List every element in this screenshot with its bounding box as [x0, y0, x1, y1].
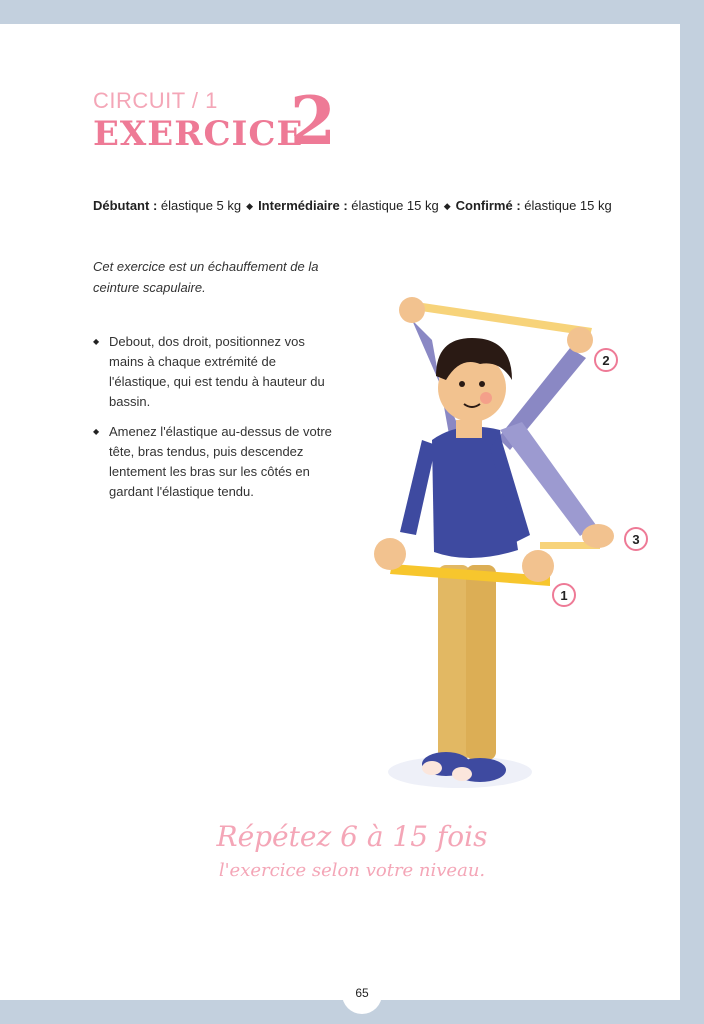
hand-up-left	[399, 297, 425, 323]
hand-front-left	[374, 538, 406, 570]
page-number: 65	[355, 986, 369, 1000]
level-intermediate-label: Intermédiaire :	[258, 198, 348, 213]
level-beginner-value: élastique 5 kg	[160, 198, 242, 213]
hand-side	[582, 524, 614, 548]
arm-left	[400, 440, 436, 535]
level-confirmed-label: Confirmé :	[455, 198, 521, 213]
level-line	[93, 198, 612, 213]
leg-right	[466, 565, 496, 760]
level-confirmed-value: élastique 15 kg	[524, 198, 612, 213]
leg-left	[438, 565, 470, 760]
diamond-icon: ◆	[246, 201, 254, 211]
level-beginner-label: Débutant :	[93, 198, 158, 213]
hand-up-right	[567, 327, 593, 353]
steps-list	[93, 332, 333, 512]
diamond-icon: ◆	[443, 201, 451, 211]
exercise-number: 2	[290, 82, 336, 160]
step-text: Debout, dos droit, positionnez vos mains à chaque extrémité de l'élastique, qui est tendu à hauteur du bassin.	[109, 334, 325, 409]
list-item	[93, 422, 333, 502]
diamond-icon: ◆	[93, 337, 100, 346]
marker-3: 3	[632, 532, 640, 547]
repeat-line-1: Répétez 6 à 15 fois	[216, 820, 488, 853]
neck	[456, 420, 482, 438]
step-text: Amenez l'élastique au-dessus de votre tête, bras tendus, puis descendez lentement les bras sur les côtés en gardant l'élastique tendu.	[109, 424, 332, 499]
exercise-illustration	[350, 280, 660, 800]
cheek	[480, 392, 492, 404]
shoe-toe-right	[452, 767, 472, 781]
hand-front-right	[522, 550, 554, 582]
band-top	[414, 302, 592, 336]
level-intermediate-value: élastique 15 kg	[351, 198, 439, 213]
shoe-toe-left	[422, 761, 442, 775]
diamond-icon: ◆	[93, 427, 100, 436]
intro-text: Cet exercice est un échauffement de la ceinture scapulaire.	[93, 259, 319, 295]
list-item	[93, 332, 333, 412]
exercise-title: EXERCICE	[93, 114, 304, 154]
eye-right	[479, 381, 485, 387]
repeat-line-2: l'exercice selon votre niveau.	[218, 860, 486, 881]
circuit-label: CIRCUIT / 1	[93, 88, 218, 113]
eye-left	[459, 381, 465, 387]
marker-2: 2	[602, 353, 610, 368]
marker-1: 1	[560, 588, 568, 603]
